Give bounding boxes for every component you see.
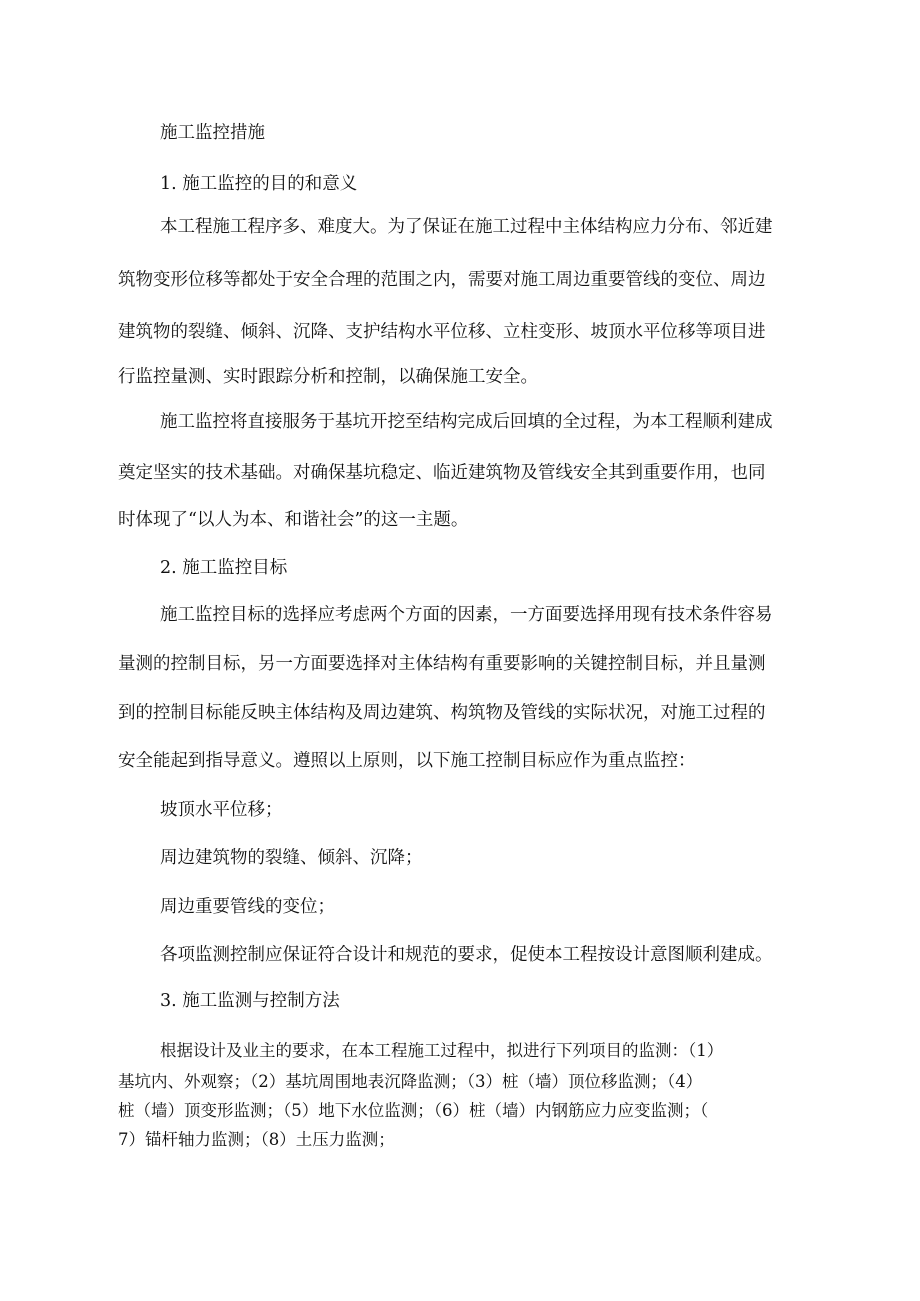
document-title: 施工监控措施: [160, 123, 265, 143]
monitor-item-3: 周边重要管线的变位；: [160, 897, 335, 917]
section-1-para1-line1: 本工程施工程序多、难度大。为了保证在施工过程中主体结构应力分布、邻近建: [160, 217, 773, 237]
section-1-para1-line3: 建筑物的裂缝、倾斜、沉降、支护结构水平位移、立柱变形、坡顶水平位移等项目进: [118, 322, 766, 342]
section-3-para1-line2: 基坑内、外观察；（2）基坑周围地表沉降监测；（3）桩（墙）顶位移监测；（4）: [118, 1072, 703, 1091]
monitor-item-4: 各项监测控制应保证符合设计和规范的要求，促使本工程按设计意图顺利建成。: [160, 945, 773, 965]
section-2-para1-line2: 量测的控制目标，另一方面要选择对主体结构有重要影响的关键控制目标，并且量测: [118, 654, 766, 674]
section-2-heading: 2. 施工监控目标: [160, 558, 288, 578]
section-3-para1-line4: 7）锚杆轴力监测；（8）土压力监测；: [118, 1130, 395, 1149]
section-1-para1-line2: 筑物变形位移等都处于安全合理的范围之内，需要对施工周边重要管线的变位、周边: [118, 270, 766, 290]
section-1-heading: 1. 施工监控的目的和意义: [160, 174, 358, 194]
section-2-para1-line3: 到的控制目标能反映主体结构及周边建筑、构筑物及管线的实际状况，对施工过程的: [118, 703, 766, 723]
section-1-para2-line3: 时体现了“以人为本、和谐社会”的这一主题。: [118, 510, 469, 530]
section-3-heading: 3. 施工监测与控制方法: [160, 991, 340, 1011]
section-3-para1-line1: 根据设计及业主的要求，在本工程施工过程中，拟进行下列项目的监测：（1）: [160, 1041, 724, 1060]
section-2-para1-line4: 安全能起到指导意义。遵照以上原则，以下施工控制目标应作为重点监控：: [118, 751, 696, 771]
section-1-para2-line1: 施工监控将直接服务于基坑开挖至结构完成后回填的全过程，为本工程顺利建成: [160, 412, 773, 432]
section-1-para2-line2: 奠定坚实的技术基础。对确保基坑稳定、临近建筑物及管线安全其到重要作用，也同: [118, 463, 766, 483]
section-3-para1-line3: 桩（墙）顶变形监测；（5）地下水位监测；（6）桩（墙）内钢筋应力应变监测；（: [118, 1101, 709, 1120]
section-2-para1-line1: 施工监控目标的选择应考虑两个方面的因素，一方面要选择用现有技术条件容易: [160, 605, 773, 625]
monitor-item-2: 周边建筑物的裂缝、倾斜、沉降；: [160, 848, 423, 868]
monitor-item-1: 坡顶水平位移；: [160, 800, 283, 820]
section-1-para1-line4: 行监控量测、实时跟踪分析和控制，以确保施工安全。: [118, 367, 538, 387]
